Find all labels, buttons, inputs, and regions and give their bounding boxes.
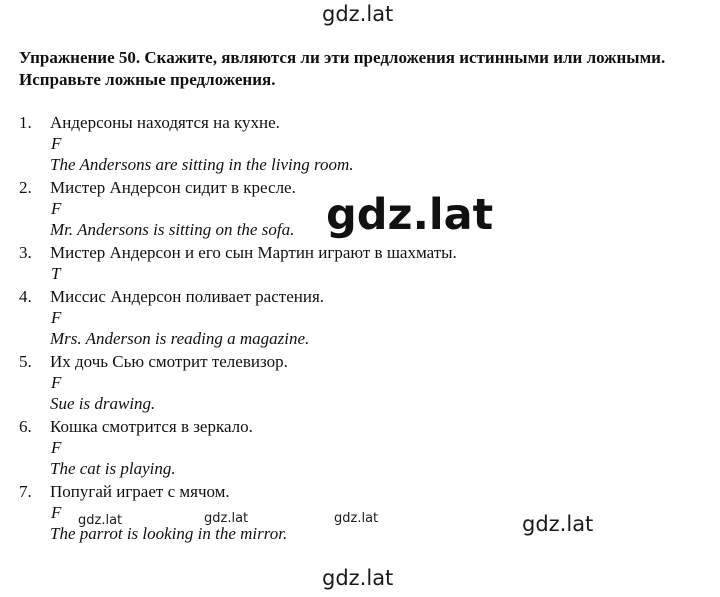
item-mark: T bbox=[51, 264, 61, 283]
watermark-center: gdz.lat bbox=[326, 190, 494, 240]
list-item bbox=[19, 287, 659, 349]
list-item bbox=[19, 113, 659, 175]
item-correction: Mrs. Anderson is reading a magazine. bbox=[50, 329, 310, 348]
watermark-bottom: gdz.lat bbox=[322, 566, 394, 590]
watermark-small-2: gdz.lat bbox=[204, 511, 249, 526]
item-correction: Mr. Andersons is sitting on the sofa. bbox=[50, 220, 295, 239]
item-number: 2. bbox=[19, 178, 32, 197]
item-mark: F bbox=[51, 199, 62, 218]
item-correction: Sue is drawing. bbox=[50, 394, 156, 413]
item-number: 4. bbox=[19, 287, 32, 306]
list-item bbox=[19, 417, 659, 479]
item-correction: The parrot is looking in the mirror. bbox=[50, 524, 288, 543]
item-mark: F bbox=[51, 134, 62, 153]
exercise-heading: Упражнение 50. Скажите, являются ли эти предложения истинными или ложными. Исправьте ложные предложения. bbox=[19, 48, 666, 89]
item-statement: Мистер Андерсон и его сын Мартин играют в шахматы. bbox=[50, 243, 457, 262]
item-mark: F bbox=[51, 503, 62, 522]
item-number: 6. bbox=[19, 417, 32, 436]
watermark-small-1: gdz.lat bbox=[78, 513, 123, 528]
item-statement: Мистер Андерсон сидит в кресле. bbox=[50, 178, 296, 197]
item-correction: The cat is playing. bbox=[50, 459, 176, 478]
watermark-small-3: gdz.lat bbox=[334, 511, 379, 526]
exercise-list bbox=[19, 113, 659, 547]
item-number: 1. bbox=[19, 113, 32, 132]
watermark-right: gdz.lat bbox=[522, 512, 594, 536]
item-number: 3. bbox=[19, 243, 32, 262]
item-mark: F bbox=[51, 308, 62, 327]
item-mark: F bbox=[51, 373, 62, 392]
list-item bbox=[19, 243, 659, 284]
item-mark: F bbox=[51, 438, 62, 457]
item-number: 5. bbox=[19, 352, 32, 371]
item-statement: Миссис Андерсон поливает растения. bbox=[50, 287, 325, 306]
watermark-top: gdz.lat bbox=[322, 2, 394, 26]
item-correction: The Andersons are sitting in the living room. bbox=[50, 155, 354, 174]
list-item bbox=[19, 352, 659, 414]
item-number: 7. bbox=[19, 482, 32, 501]
item-statement: Кошка смотрится в зеркало. bbox=[50, 417, 253, 436]
item-statement: Андерсоны находятся на кухне. bbox=[50, 113, 280, 132]
item-statement: Их дочь Сью смотрит телевизор. bbox=[50, 352, 288, 371]
item-statement: Попугай играет с мячом. bbox=[50, 482, 230, 501]
